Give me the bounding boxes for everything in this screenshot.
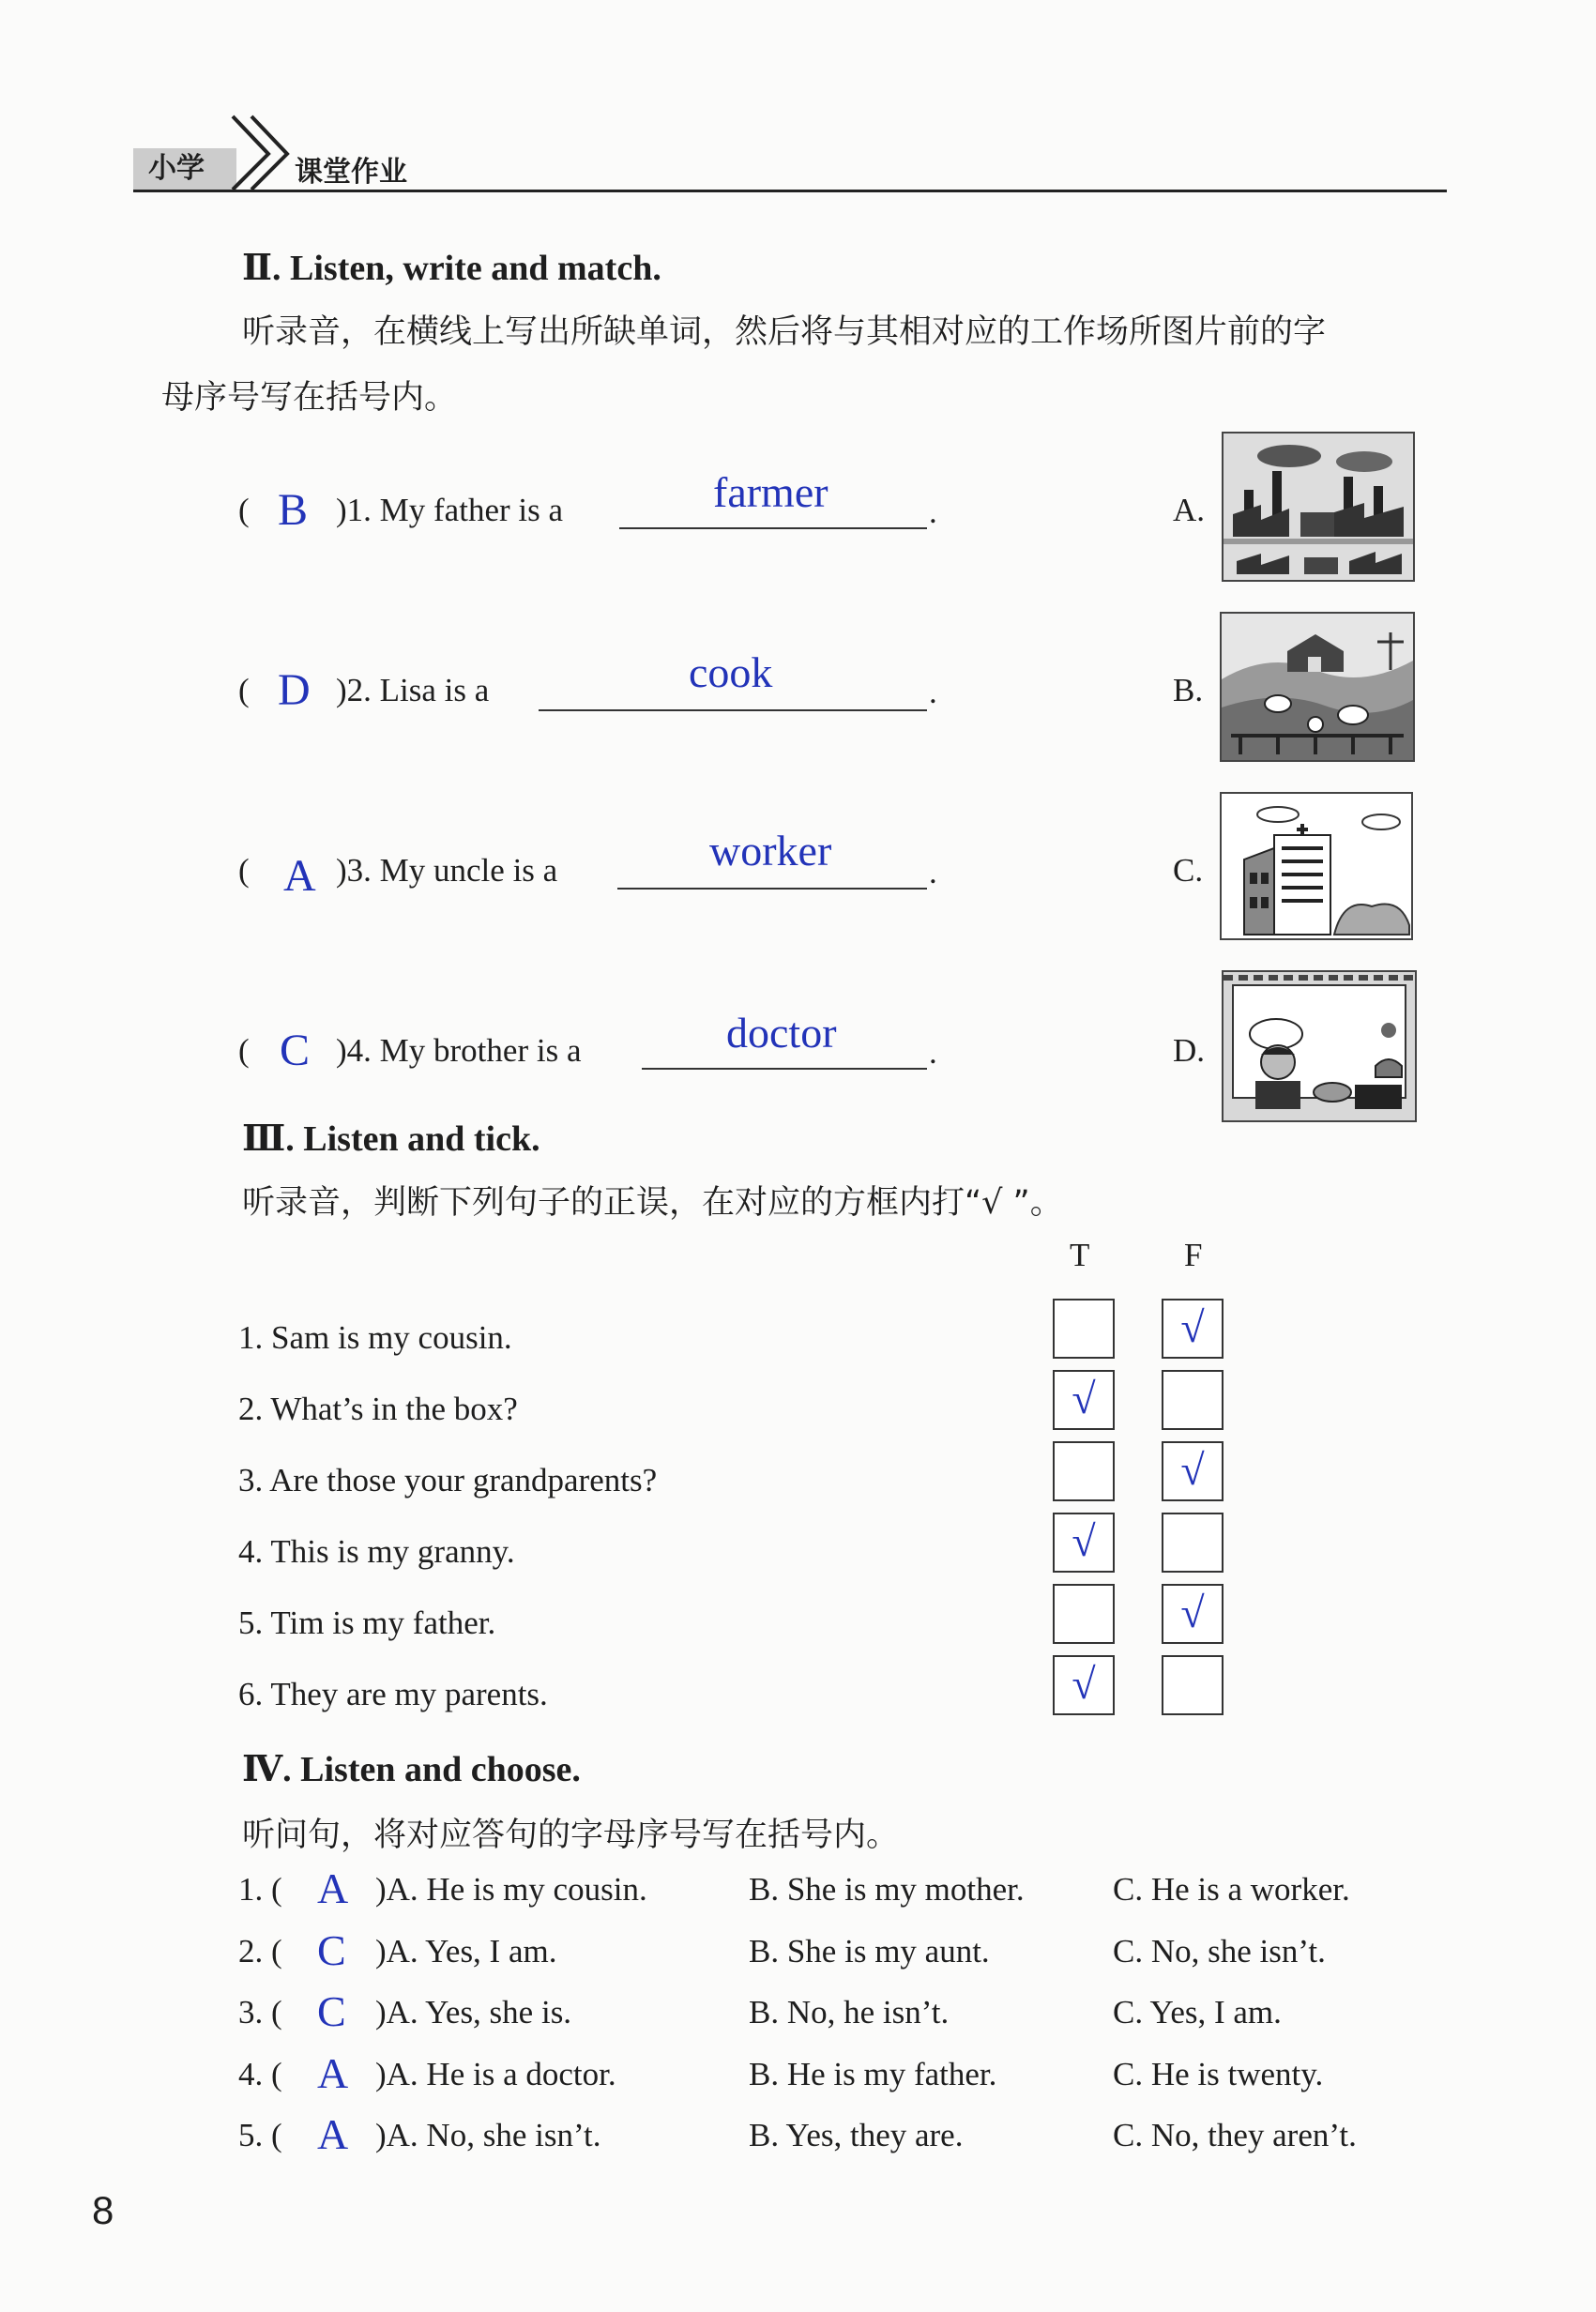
tick-mark: √ (1072, 1660, 1096, 1708)
option-c: C. No, they aren’t. (1113, 2117, 1357, 2153)
statement-text: 4. This is my granny. (238, 1533, 515, 1570)
option-a: )A. Yes, she is. (375, 1994, 572, 2031)
statement-text: 6. They are my parents. (238, 1676, 548, 1712)
picture-label-b: B. (1173, 672, 1204, 708)
section4-title: Ⅳ. Listen and choose. (242, 1750, 581, 1789)
tick-mark: √ (1072, 1375, 1096, 1422)
section2-instruction-2: 母序号写在括号内。 (161, 379, 458, 417)
question-number: 3. ( (238, 1994, 282, 2031)
option-c: C. He is a worker. (1113, 1871, 1350, 1908)
tick-box-t[interactable] (1053, 1584, 1115, 1644)
statement-text: 1. Sam is my cousin. (238, 1319, 512, 1356)
answer-word[interactable]: farmer (713, 468, 828, 516)
option-c: C. No, she isn’t. (1113, 1933, 1326, 1970)
tick-mark: √ (1180, 1446, 1205, 1494)
answer-word[interactable]: cook (689, 648, 773, 696)
question-number: 2. ( (238, 1933, 282, 1970)
answer-letter[interactable]: A (317, 2049, 349, 2097)
section4-instruction: 听问句，将对应答句的字母序号写在括号内。 (242, 1817, 900, 1854)
answer-letter[interactable]: B (278, 485, 309, 535)
option-c: C. He is twenty. (1113, 2056, 1324, 2092)
answer-letter[interactable]: A (317, 2110, 349, 2158)
header-brand: 小学 (148, 152, 205, 185)
answer-blank[interactable] (642, 1068, 927, 1070)
option-a: )A. He is my cousin. (375, 1871, 647, 1908)
tick-box-f[interactable] (1162, 1370, 1224, 1430)
picture-label-a: A. (1173, 492, 1206, 528)
answer-blank[interactable] (617, 888, 927, 890)
header-rule (133, 190, 1447, 192)
farm-picture (1220, 612, 1415, 762)
option-b: B. No, he isn’t. (749, 1994, 950, 2031)
hospital-picture (1220, 792, 1413, 940)
answer-letter[interactable]: C (317, 1987, 346, 2035)
page-header (133, 111, 1447, 189)
header-brand-badge (133, 148, 236, 190)
tick-box-f[interactable] (1162, 1655, 1224, 1715)
col-header-t: T (1070, 1237, 1090, 1273)
header-subtitle: 课堂作业 (295, 156, 407, 189)
option-b: B. She is my aunt. (749, 1933, 990, 1970)
option-b: B. Yes, they are. (749, 2117, 964, 2153)
picture-label-c: C. (1173, 852, 1204, 889)
tick-box-t[interactable] (1053, 1299, 1115, 1359)
tick-mark: √ (1180, 1303, 1205, 1351)
question-number: 4. ( (238, 2056, 282, 2092)
answer-word[interactable]: doctor (726, 1009, 837, 1057)
question-number: 5. ( (238, 2117, 282, 2153)
factory-picture (1222, 432, 1415, 582)
tick-mark: √ (1072, 1517, 1096, 1565)
option-a: )A. He is a doctor. (375, 2056, 616, 2092)
statement-text: 3. Are those your grandparents? (238, 1462, 658, 1498)
answer-letter[interactable]: D (278, 665, 311, 715)
option-b: B. She is my mother. (749, 1871, 1025, 1908)
statement-text: 2. What’s in the box? (238, 1391, 518, 1427)
option-b: B. He is my father. (749, 2056, 997, 2092)
answer-blank[interactable] (539, 709, 927, 711)
option-a: )A. No, she isn’t. (375, 2117, 601, 2153)
option-a: )A. Yes, I am. (375, 1933, 557, 1970)
double-chevron-icon (225, 111, 300, 191)
answer-letter[interactable]: A (283, 851, 316, 901)
answer-letter[interactable]: C (317, 1926, 346, 1974)
answer-letter[interactable]: A (317, 1864, 349, 1912)
section2-instruction-1: 听录音，在横线上写出所缺单词，然后将与其相对应的工作场所图片前的字 (242, 313, 1327, 351)
kitchen-cook-picture (1222, 970, 1417, 1122)
page-number: 8 (92, 2188, 114, 2232)
col-header-f: F (1184, 1237, 1203, 1273)
section3-title: Ⅲ. Listen and tick. (242, 1119, 540, 1159)
section2-title: Ⅱ. Listen, write and match. (242, 249, 661, 288)
picture-label-d: D. (1173, 1032, 1206, 1069)
section3-instruction: 听录音，判断下列句子的正误，在对应的方框内打“√ ”。 (242, 1184, 1063, 1222)
tick-mark: √ (1180, 1589, 1205, 1636)
answer-letter[interactable]: C (280, 1026, 311, 1075)
tick-box-f[interactable] (1162, 1513, 1224, 1573)
answer-blank[interactable] (619, 527, 927, 529)
question-number: 1. ( (238, 1871, 282, 1908)
answer-word[interactable]: worker (709, 827, 832, 875)
tick-box-t[interactable] (1053, 1441, 1115, 1501)
option-c: C. Yes, I am. (1113, 1994, 1282, 2031)
statement-text: 5. Tim is my father. (238, 1605, 496, 1641)
